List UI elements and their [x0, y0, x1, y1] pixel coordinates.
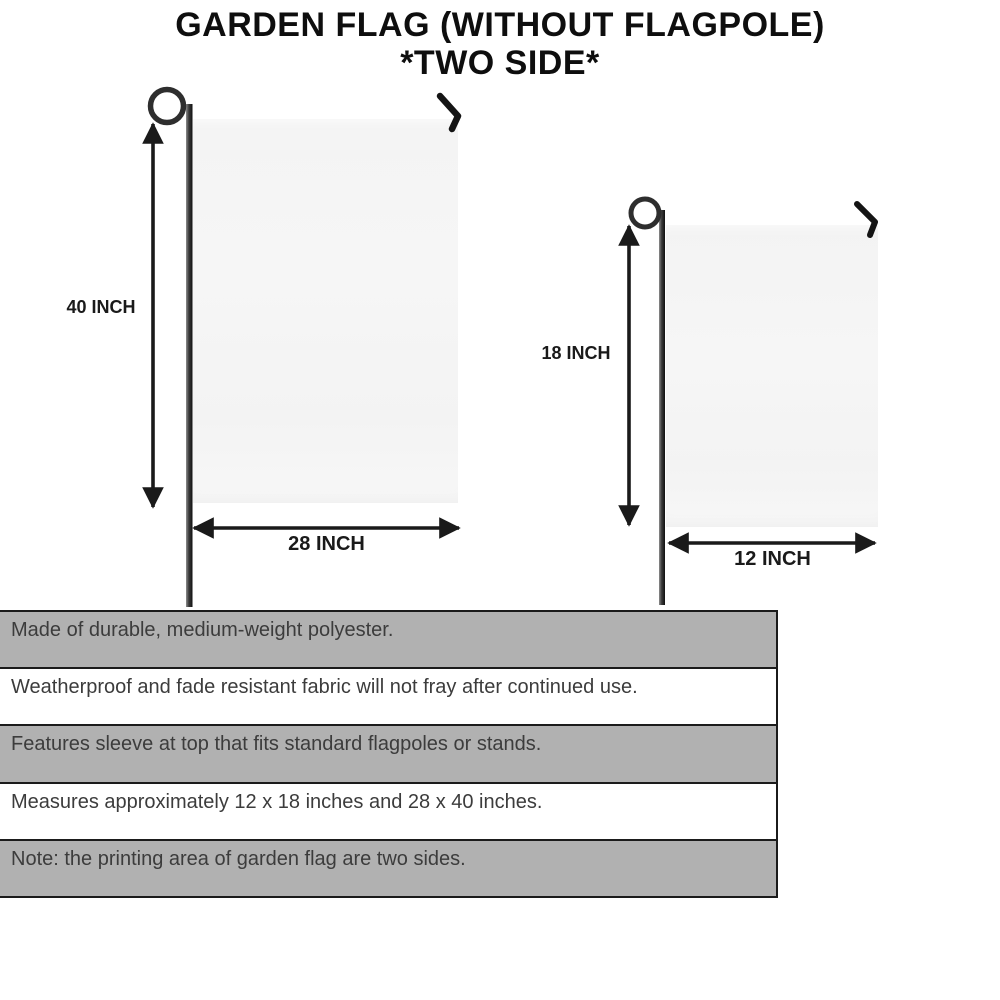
large-flag-panel	[193, 119, 458, 503]
features-table	[0, 610, 778, 898]
feature-row: Measures approximately 12 x 18 inches and 28 x 40 inches.	[0, 782, 776, 839]
small-flag-panel	[666, 225, 878, 527]
feature-row: Weatherproof and fade resistant fabric will not fray after continued use.	[0, 667, 776, 724]
stake-loop-icon	[151, 90, 184, 123]
large-flag-height-label: 40 INCH	[66, 297, 136, 317]
feature-row: Made of durable, medium-weight polyester.	[0, 612, 776, 667]
feature-row: Features sleeve at top that fits standard flagpoles or stands.	[0, 724, 776, 781]
small-flag-width-label: 12 INCH	[734, 548, 811, 570]
stake-loop-icon	[631, 199, 659, 227]
title-line-2: *TWO SIDE*	[400, 44, 600, 82]
large-flag-width-label: 28 INCH	[288, 533, 365, 555]
small-flag-pole	[631, 199, 665, 605]
small-flag-height-label: 18 INCH	[541, 343, 611, 363]
page-title	[0, 6, 1000, 82]
large-flag-pole	[151, 90, 193, 608]
title-line-1: GARDEN FLAG (WITHOUT FLAGPOLE)	[175, 6, 825, 44]
feature-row: Note: the printing area of garden flag are two sides.	[0, 839, 776, 896]
